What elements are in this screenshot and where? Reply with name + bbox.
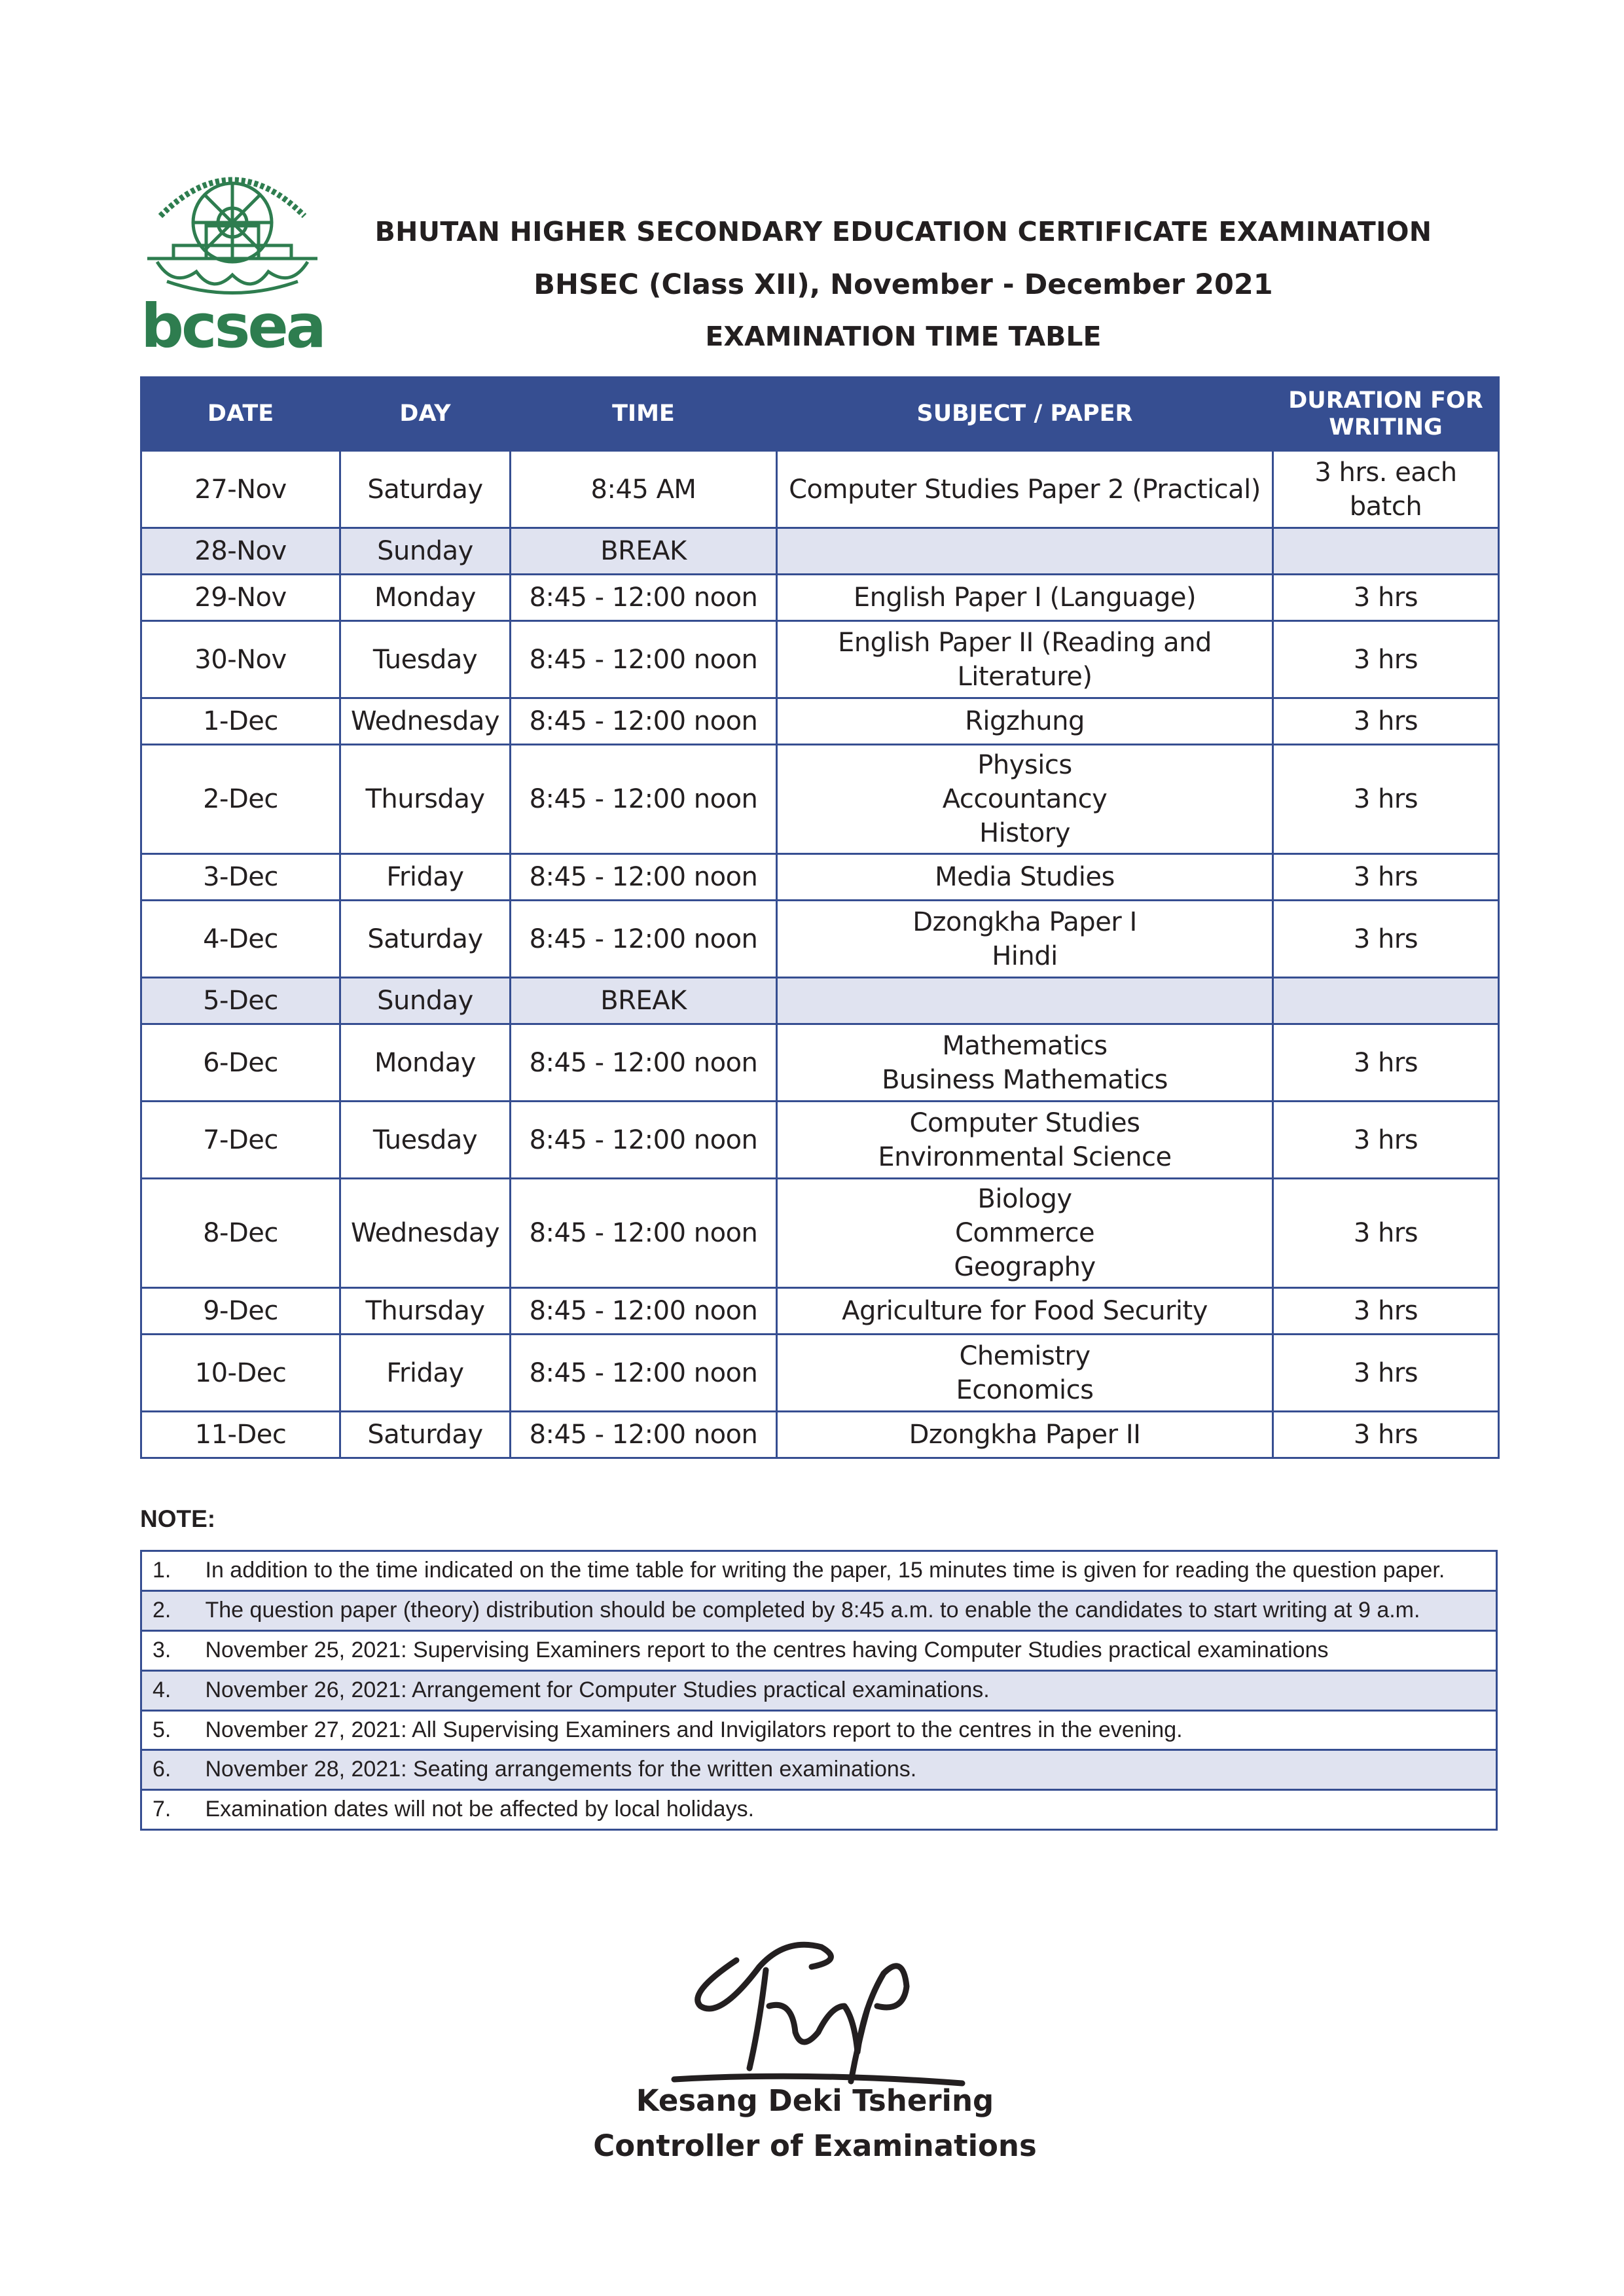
timetable-row bbox=[141, 901, 1499, 978]
exam-timetable bbox=[140, 376, 1500, 1459]
cell-duration: 3 hrs. each batch bbox=[1273, 451, 1499, 528]
cell-subject bbox=[777, 745, 1273, 854]
cell-day: Saturday bbox=[340, 1412, 511, 1458]
cell-date: 11-Dec bbox=[141, 1412, 340, 1458]
note-number: 7. bbox=[141, 1790, 200, 1830]
signatory-name: Kesang Deki Tshering bbox=[636, 2083, 994, 2118]
subject-line: Chemistry bbox=[959, 1340, 1091, 1371]
cell-duration: 3 hrs bbox=[1273, 1102, 1499, 1179]
cell-date: 10-Dec bbox=[141, 1335, 340, 1412]
cell-time: BREAK bbox=[511, 978, 777, 1024]
cell-duration: 3 hrs bbox=[1273, 575, 1499, 621]
cell-day: Friday bbox=[340, 854, 511, 901]
timetable-header-row bbox=[141, 378, 1499, 451]
subject-line: Environmental Science bbox=[878, 1141, 1172, 1172]
timetable-row bbox=[141, 745, 1499, 854]
cell-subject bbox=[777, 1179, 1273, 1288]
note-text: Examination dates will not be affected by local holidays. bbox=[200, 1790, 1497, 1830]
timetable-row bbox=[141, 1102, 1499, 1179]
note-number: 2. bbox=[141, 1590, 200, 1630]
signatory-role: Controller of Examinations bbox=[593, 2128, 1037, 2163]
cell-time: BREAK bbox=[511, 528, 777, 575]
subject-line: Business Mathematics bbox=[882, 1064, 1168, 1095]
cell-day: Tuesday bbox=[340, 621, 511, 698]
timetable-row bbox=[141, 621, 1499, 698]
cell-day: Monday bbox=[340, 1024, 511, 1102]
cell-subject bbox=[777, 451, 1273, 528]
cell-duration: 3 hrs bbox=[1273, 621, 1499, 698]
cell-duration: 3 hrs bbox=[1273, 1024, 1499, 1102]
note-row bbox=[141, 1551, 1497, 1591]
subject-line: Agriculture for Food Security bbox=[842, 1296, 1208, 1326]
bcsea-logo bbox=[134, 147, 331, 357]
note-number: 1. bbox=[141, 1551, 200, 1591]
note-label: NOTE: bbox=[140, 1505, 216, 1532]
cell-time: 8:45 AM bbox=[511, 451, 777, 528]
timetable-row bbox=[141, 698, 1499, 745]
col-header-time: TIME bbox=[511, 378, 777, 451]
cell-subject bbox=[777, 1335, 1273, 1412]
cell-day: Sunday bbox=[340, 978, 511, 1024]
cell-day: Thursday bbox=[340, 745, 511, 854]
cell-day: Sunday bbox=[340, 528, 511, 575]
timetable-row bbox=[141, 1288, 1499, 1335]
cell-time: 8:45 - 12:00 noon bbox=[511, 1102, 777, 1179]
subject-line: Computer Studies Paper 2 (Practical) bbox=[789, 474, 1261, 505]
subject-line: Accountancy bbox=[942, 784, 1108, 814]
cell-date: 6-Dec bbox=[141, 1024, 340, 1102]
subject-line: English Paper I (Language) bbox=[853, 583, 1197, 613]
timetable-row bbox=[141, 1024, 1499, 1102]
note-row bbox=[141, 1590, 1497, 1630]
timetable-row bbox=[141, 1179, 1499, 1288]
note-text: November 27, 2021: All Supervising Examiners and Invigilators report to the centres in the evening. bbox=[200, 1710, 1497, 1750]
cell-time: 8:45 - 12:00 noon bbox=[511, 1179, 777, 1288]
note-number: 6. bbox=[141, 1750, 200, 1790]
cell-subject bbox=[777, 1412, 1273, 1458]
cell-date: 7-Dec bbox=[141, 1102, 340, 1179]
note-row bbox=[141, 1790, 1497, 1830]
handwritten-signature bbox=[661, 1908, 975, 2098]
cell-time: 8:45 - 12:00 noon bbox=[511, 745, 777, 854]
timetable-row bbox=[141, 1335, 1499, 1412]
cell-day: Tuesday bbox=[340, 1102, 511, 1179]
notes-table bbox=[140, 1550, 1498, 1831]
cell-day: Friday bbox=[340, 1335, 511, 1412]
cell-time: 8:45 - 12:00 noon bbox=[511, 621, 777, 698]
cell-subject bbox=[777, 1024, 1273, 1102]
cell-duration: 3 hrs bbox=[1273, 1288, 1499, 1335]
cell-subject bbox=[777, 621, 1273, 698]
cell-day: Saturday bbox=[340, 451, 511, 528]
cell-subject bbox=[777, 698, 1273, 745]
timetable-row bbox=[141, 854, 1499, 901]
cell-day: Monday bbox=[340, 575, 511, 621]
subject-line: Computer Studies bbox=[909, 1107, 1140, 1138]
cell-duration: 3 hrs bbox=[1273, 1179, 1499, 1288]
cell-day: Saturday bbox=[340, 901, 511, 978]
timetable-title: EXAMINATION TIME TABLE bbox=[705, 321, 1102, 352]
subject-line: English Paper II (Reading and Literature) bbox=[838, 627, 1212, 692]
note-text: November 28, 2021: Seating arrangements for the written examinations. bbox=[200, 1750, 1497, 1790]
timetable-row bbox=[141, 528, 1499, 575]
note-number: 4. bbox=[141, 1670, 200, 1710]
note-text: In addition to the time indicated on the time table for writing the paper, 15 minutes time is given for reading the question paper. bbox=[200, 1551, 1497, 1591]
timetable-row bbox=[141, 451, 1499, 528]
cell-date: 29-Nov bbox=[141, 575, 340, 621]
timetable-row bbox=[141, 1412, 1499, 1458]
cell-time: 8:45 - 12:00 noon bbox=[511, 1024, 777, 1102]
timetable-row bbox=[141, 978, 1499, 1024]
note-row bbox=[141, 1670, 1497, 1710]
cell-duration: 3 hrs bbox=[1273, 1335, 1499, 1412]
cell-duration: 3 hrs bbox=[1273, 901, 1499, 978]
exam-subtitle: BHSEC (Class XII), November - December 2021 bbox=[533, 268, 1273, 301]
cell-time: 8:45 - 12:00 noon bbox=[511, 1412, 777, 1458]
subject-line: Dzongkha Paper I bbox=[912, 906, 1137, 937]
cell-date: 28-Nov bbox=[141, 528, 340, 575]
subject-line: Geography bbox=[954, 1252, 1096, 1282]
cell-subject bbox=[777, 854, 1273, 901]
subject-line: Rigzhung bbox=[965, 706, 1085, 736]
cell-date: 1-Dec bbox=[141, 698, 340, 745]
cell-time: 8:45 - 12:00 noon bbox=[511, 1335, 777, 1412]
cell-date: 2-Dec bbox=[141, 745, 340, 854]
col-header-subject: SUBJECT / PAPER bbox=[777, 378, 1273, 451]
cell-time: 8:45 - 12:00 noon bbox=[511, 901, 777, 978]
note-text: November 26, 2021: Arrangement for Computer Studies practical examinations. bbox=[200, 1670, 1497, 1710]
col-header-duration: DURATION FOR WRITING bbox=[1273, 378, 1499, 451]
cell-time: 8:45 - 12:00 noon bbox=[511, 698, 777, 745]
cell-day: Wednesday bbox=[340, 698, 511, 745]
cell-day: Wednesday bbox=[340, 1179, 511, 1288]
subject-line: Media Studies bbox=[935, 862, 1115, 892]
cell-subject bbox=[777, 1288, 1273, 1335]
bcsea-wordmark: bcsea bbox=[141, 291, 324, 357]
cell-date: 30-Nov bbox=[141, 621, 340, 698]
note-row bbox=[141, 1630, 1497, 1670]
timetable-row bbox=[141, 575, 1499, 621]
cell-subject bbox=[777, 575, 1273, 621]
cell-date: 4-Dec bbox=[141, 901, 340, 978]
subject-line: History bbox=[979, 818, 1070, 848]
note-number: 5. bbox=[141, 1710, 200, 1750]
cell-date: 8-Dec bbox=[141, 1179, 340, 1288]
subject-line: Commerce bbox=[954, 1218, 1095, 1248]
cell-time: 8:45 - 12:00 noon bbox=[511, 575, 777, 621]
cell-duration: 3 hrs bbox=[1273, 745, 1499, 854]
cell-time: 8:45 - 12:00 noon bbox=[511, 1288, 777, 1335]
cell-duration bbox=[1273, 978, 1499, 1024]
note-number: 3. bbox=[141, 1630, 200, 1670]
cell-duration: 3 hrs bbox=[1273, 1412, 1499, 1458]
cell-duration: 3 hrs bbox=[1273, 698, 1499, 745]
cell-subject bbox=[777, 528, 1273, 575]
cell-subject bbox=[777, 978, 1273, 1024]
subject-line: Mathematics bbox=[942, 1030, 1108, 1061]
subject-line: Dzongkha Paper II bbox=[909, 1420, 1141, 1450]
cell-date: 9-Dec bbox=[141, 1288, 340, 1335]
note-row bbox=[141, 1750, 1497, 1790]
cell-duration: 3 hrs bbox=[1273, 854, 1499, 901]
cell-time: 8:45 - 12:00 noon bbox=[511, 854, 777, 901]
note-text: November 25, 2021: Supervising Examiners report to the centres having Computer Studies practical examinations bbox=[200, 1630, 1497, 1670]
note-row bbox=[141, 1710, 1497, 1750]
cell-date: 5-Dec bbox=[141, 978, 340, 1024]
cell-date: 3-Dec bbox=[141, 854, 340, 901]
col-header-day: DAY bbox=[340, 378, 511, 451]
cell-duration bbox=[1273, 528, 1499, 575]
subject-line: Biology bbox=[977, 1184, 1072, 1214]
note-text: The question paper (theory) distribution should be completed by 8:45 a.m. to enable the candidates to start writing at 9 a.m. bbox=[200, 1590, 1497, 1630]
cell-subject bbox=[777, 1102, 1273, 1179]
cell-date: 27-Nov bbox=[141, 451, 340, 528]
subject-line: Physics bbox=[977, 750, 1072, 780]
col-header-date: DATE bbox=[141, 378, 340, 451]
exam-title: BHUTAN HIGHER SECONDARY EDUCATION CERTIFICATE EXAMINATION bbox=[374, 216, 1432, 247]
subject-line: Hindi bbox=[992, 941, 1058, 971]
cell-subject bbox=[777, 901, 1273, 978]
subject-line: Economics bbox=[956, 1374, 1094, 1405]
cell-day: Thursday bbox=[340, 1288, 511, 1335]
